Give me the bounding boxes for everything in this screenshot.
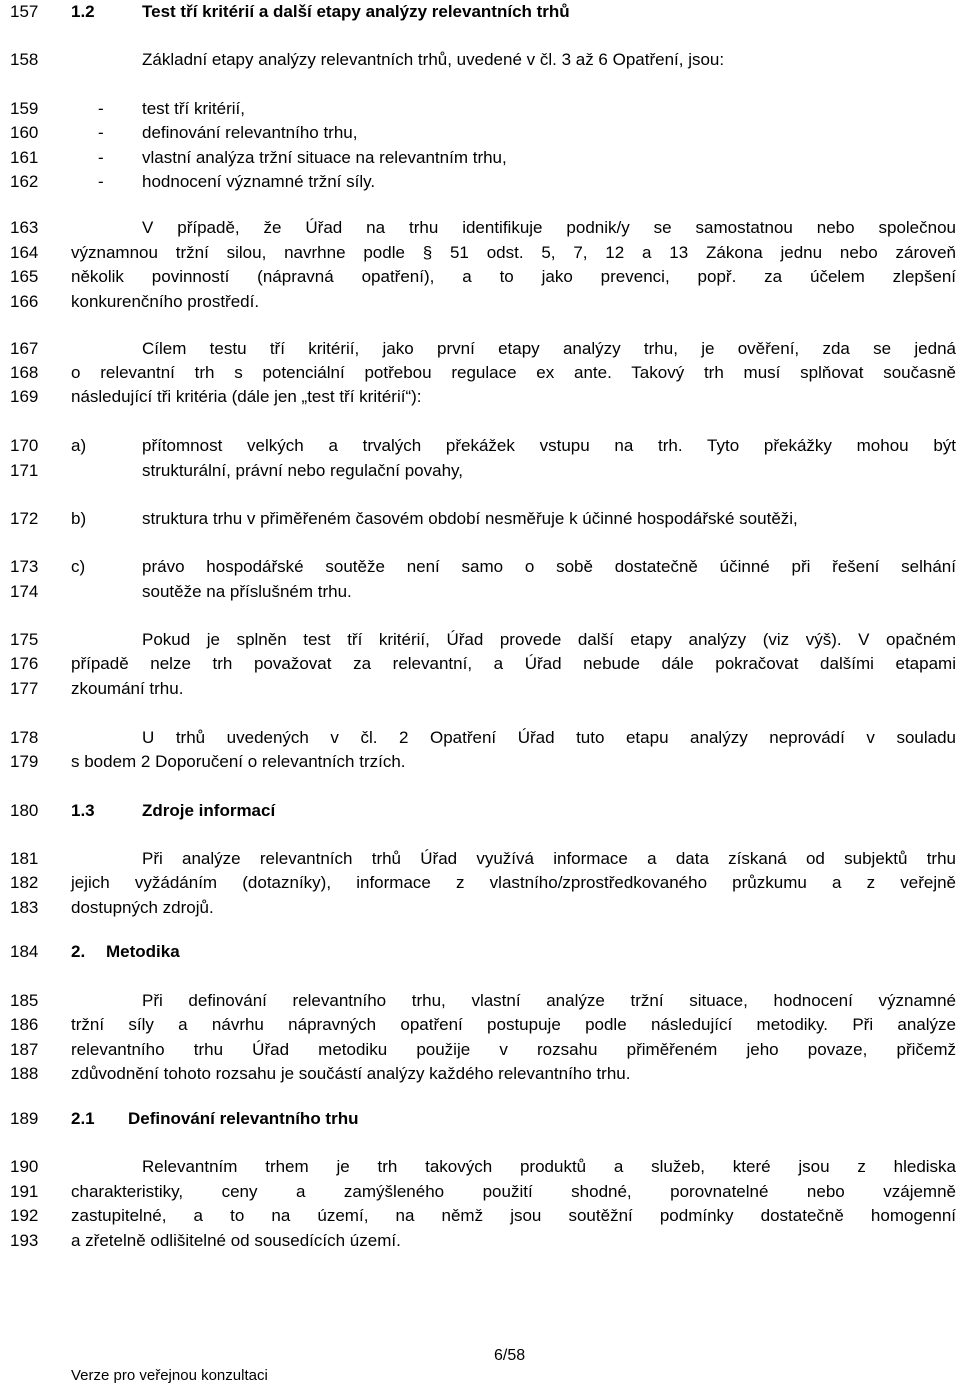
line-number: 170 xyxy=(10,436,39,455)
line-number: 184 xyxy=(10,942,39,961)
list-item: vlastní analýza tržní situace na relevantním trhu, xyxy=(142,148,507,167)
line-number: 160 xyxy=(10,123,39,142)
paragraph-line: Cílem testu tří kritérií, jako první etapy analýzy trhu, je ověření, zda se jedná xyxy=(142,339,956,358)
list-item: hodnocení významné tržní síly. xyxy=(142,172,376,191)
paragraph-line: Při definování relevantního trhu, vlastní analýze tržní situace, hodnocení významné xyxy=(142,991,956,1010)
section-heading: Metodika xyxy=(106,942,180,961)
section-number: 2. xyxy=(71,942,86,961)
criterion-line: struktura trhu v přiměřeném časovém období nesměřuje k účinné hospodářské soutěži, xyxy=(142,509,798,528)
paragraph-line: případě nelze trh považovat za relevantní, a Úřad nebude dále pokračovat dalšími etapami xyxy=(71,654,956,673)
line-number: 182 xyxy=(10,873,39,892)
criterion-line: soutěže na příslušném trhu. xyxy=(142,582,352,601)
paragraph-line: Relevantním trhem je trh takových produktů a služeb, které jsou z hlediska xyxy=(142,1157,956,1176)
section-heading: Zdroje informací xyxy=(142,801,276,820)
line-number: 190 xyxy=(10,1157,39,1176)
footer-note: Verze pro veřejnou konzultaci xyxy=(71,1367,268,1384)
section-number: 1.2 xyxy=(71,2,95,21)
line-number: 192 xyxy=(10,1206,39,1225)
paragraph-line: zdůvodnění tohoto rozsahu je součástí analýzy každého relevantního trhu. xyxy=(71,1064,631,1083)
section-heading: Test tří kritérií a další etapy analýzy relevantních trhů xyxy=(142,2,570,21)
paragraph-line: dostupných zdrojů. xyxy=(71,898,214,917)
paragraph-line: jejich vyžádáním (dotazníky), informace z vlastního/zprostředkovaného průzkumu a z veřejně xyxy=(71,873,956,892)
line-number: 183 xyxy=(10,898,39,917)
line-number: 172 xyxy=(10,509,39,528)
line-number: 163 xyxy=(10,218,39,237)
line-number: 157 xyxy=(10,2,39,21)
line-number: 191 xyxy=(10,1182,39,1201)
paragraph-line: V případě, že Úřad na trhu identifikuje podnik/y se samostatnou nebo společnou xyxy=(142,218,956,237)
paragraph-line: následující tři kritéria (dále jen „test tří kritérií“): xyxy=(71,387,422,406)
section-number: 2.1 xyxy=(71,1109,95,1128)
paragraph-line: s bodem 2 Doporučení o relevantních trzích. xyxy=(71,752,406,771)
criterion-label: c) xyxy=(71,557,86,576)
line-number: 166 xyxy=(10,292,39,311)
line-number: 165 xyxy=(10,267,39,286)
page-number: 6/58 xyxy=(494,1347,526,1364)
line-number: 177 xyxy=(10,679,39,698)
paragraph-line: charakteristiky, ceny a zamýšleného použití shodné, porovnatelné nebo vzájemně xyxy=(71,1182,956,1201)
line-number: 185 xyxy=(10,991,39,1010)
line-number: 186 xyxy=(10,1015,39,1034)
line-number: 162 xyxy=(10,172,39,191)
line-number: 176 xyxy=(10,654,39,673)
line-number: 181 xyxy=(10,849,39,868)
criterion-label: b) xyxy=(71,509,87,528)
paragraph-line: Pokud je splněn test tří kritérií, Úřad provede další etapy analýzy (viz výš). V opačném xyxy=(142,630,956,649)
paragraph-line: zastupitelné, a to na území, na němž jsou soutěžní podmínky dostatečně homogenní xyxy=(71,1206,956,1225)
criterion-label: a) xyxy=(71,436,87,455)
line-number: 187 xyxy=(10,1040,39,1059)
list-item: test tří kritérií, xyxy=(142,99,245,118)
line-number: 164 xyxy=(10,243,39,262)
line-number: 180 xyxy=(10,801,39,820)
paragraph-line: a zřetelně odlišitelné od sousedících území. xyxy=(71,1231,401,1250)
paragraph-line: významnou tržní silou, navrhne podle § 51 odst. 5, 7, 12 a 13 Zákona jednu nebo zároveň xyxy=(71,243,956,262)
list-item: definování relevantního trhu, xyxy=(142,123,358,142)
paragraph-line: o relevantní trh s potenciální potřebou regulace ex ante. Takový trh musí splňovat současně xyxy=(71,363,956,382)
line-number: 167 xyxy=(10,339,39,358)
list-bullet: - xyxy=(98,172,104,191)
list-bullet: - xyxy=(98,123,104,142)
line-number: 188 xyxy=(10,1064,39,1083)
line-number: 168 xyxy=(10,363,39,382)
line-number: 178 xyxy=(10,728,39,747)
criterion-line: právo hospodářské soutěže není samo o sobě dostatečně účinné při řešení selhání xyxy=(142,557,956,576)
line-number: 173 xyxy=(10,557,39,576)
paragraph-line: U trhů uvedených v čl. 2 Opatření Úřad tuto etapu analýzy neprovádí v souladu xyxy=(142,728,956,747)
list-bullet: - xyxy=(98,148,104,167)
paragraph-line: konkurenčního prostředí. xyxy=(71,292,260,311)
line-number: 193 xyxy=(10,1231,39,1250)
line-number: 159 xyxy=(10,99,39,118)
line-number: 179 xyxy=(10,752,39,771)
criterion-line: přítomnost velkých a trvalých překážek vstupu na trh. Tyto překážky mohou být xyxy=(142,436,956,455)
paragraph-line: zkoumání trhu. xyxy=(71,679,184,698)
line-number: 161 xyxy=(10,148,39,167)
line-number: 158 xyxy=(10,50,39,69)
paragraph-line: Při analýze relevantních trhů Úřad využívá informace a data získaná od subjektů trhu xyxy=(142,849,956,868)
paragraph-line: několik povinností (nápravná opatření), a to jako prevenci, popř. za účelem zlepšení xyxy=(71,267,956,286)
paragraph-line: relevantního trhu Úřad metodiku použije v rozsahu přiměřeném jeho povaze, přičemž xyxy=(71,1040,956,1059)
list-bullet: - xyxy=(98,99,104,118)
criterion-line: strukturální, právní nebo regulační povahy, xyxy=(142,461,463,480)
line-number: 175 xyxy=(10,630,39,649)
line-number: 169 xyxy=(10,387,39,406)
line-number: 171 xyxy=(10,461,39,480)
paragraph-line: tržní síly a návrhu nápravných opatření postupuje podle následující metodiky. Při analýze xyxy=(71,1015,956,1034)
line-number: 174 xyxy=(10,582,39,601)
intro-text: Základní etapy analýzy relevantních trhů, uvedené v čl. 3 až 6 Opatření, jsou: xyxy=(142,50,725,69)
section-heading: Definování relevantního trhu xyxy=(128,1109,359,1128)
line-number: 189 xyxy=(10,1109,39,1128)
section-number: 1.3 xyxy=(71,801,95,820)
